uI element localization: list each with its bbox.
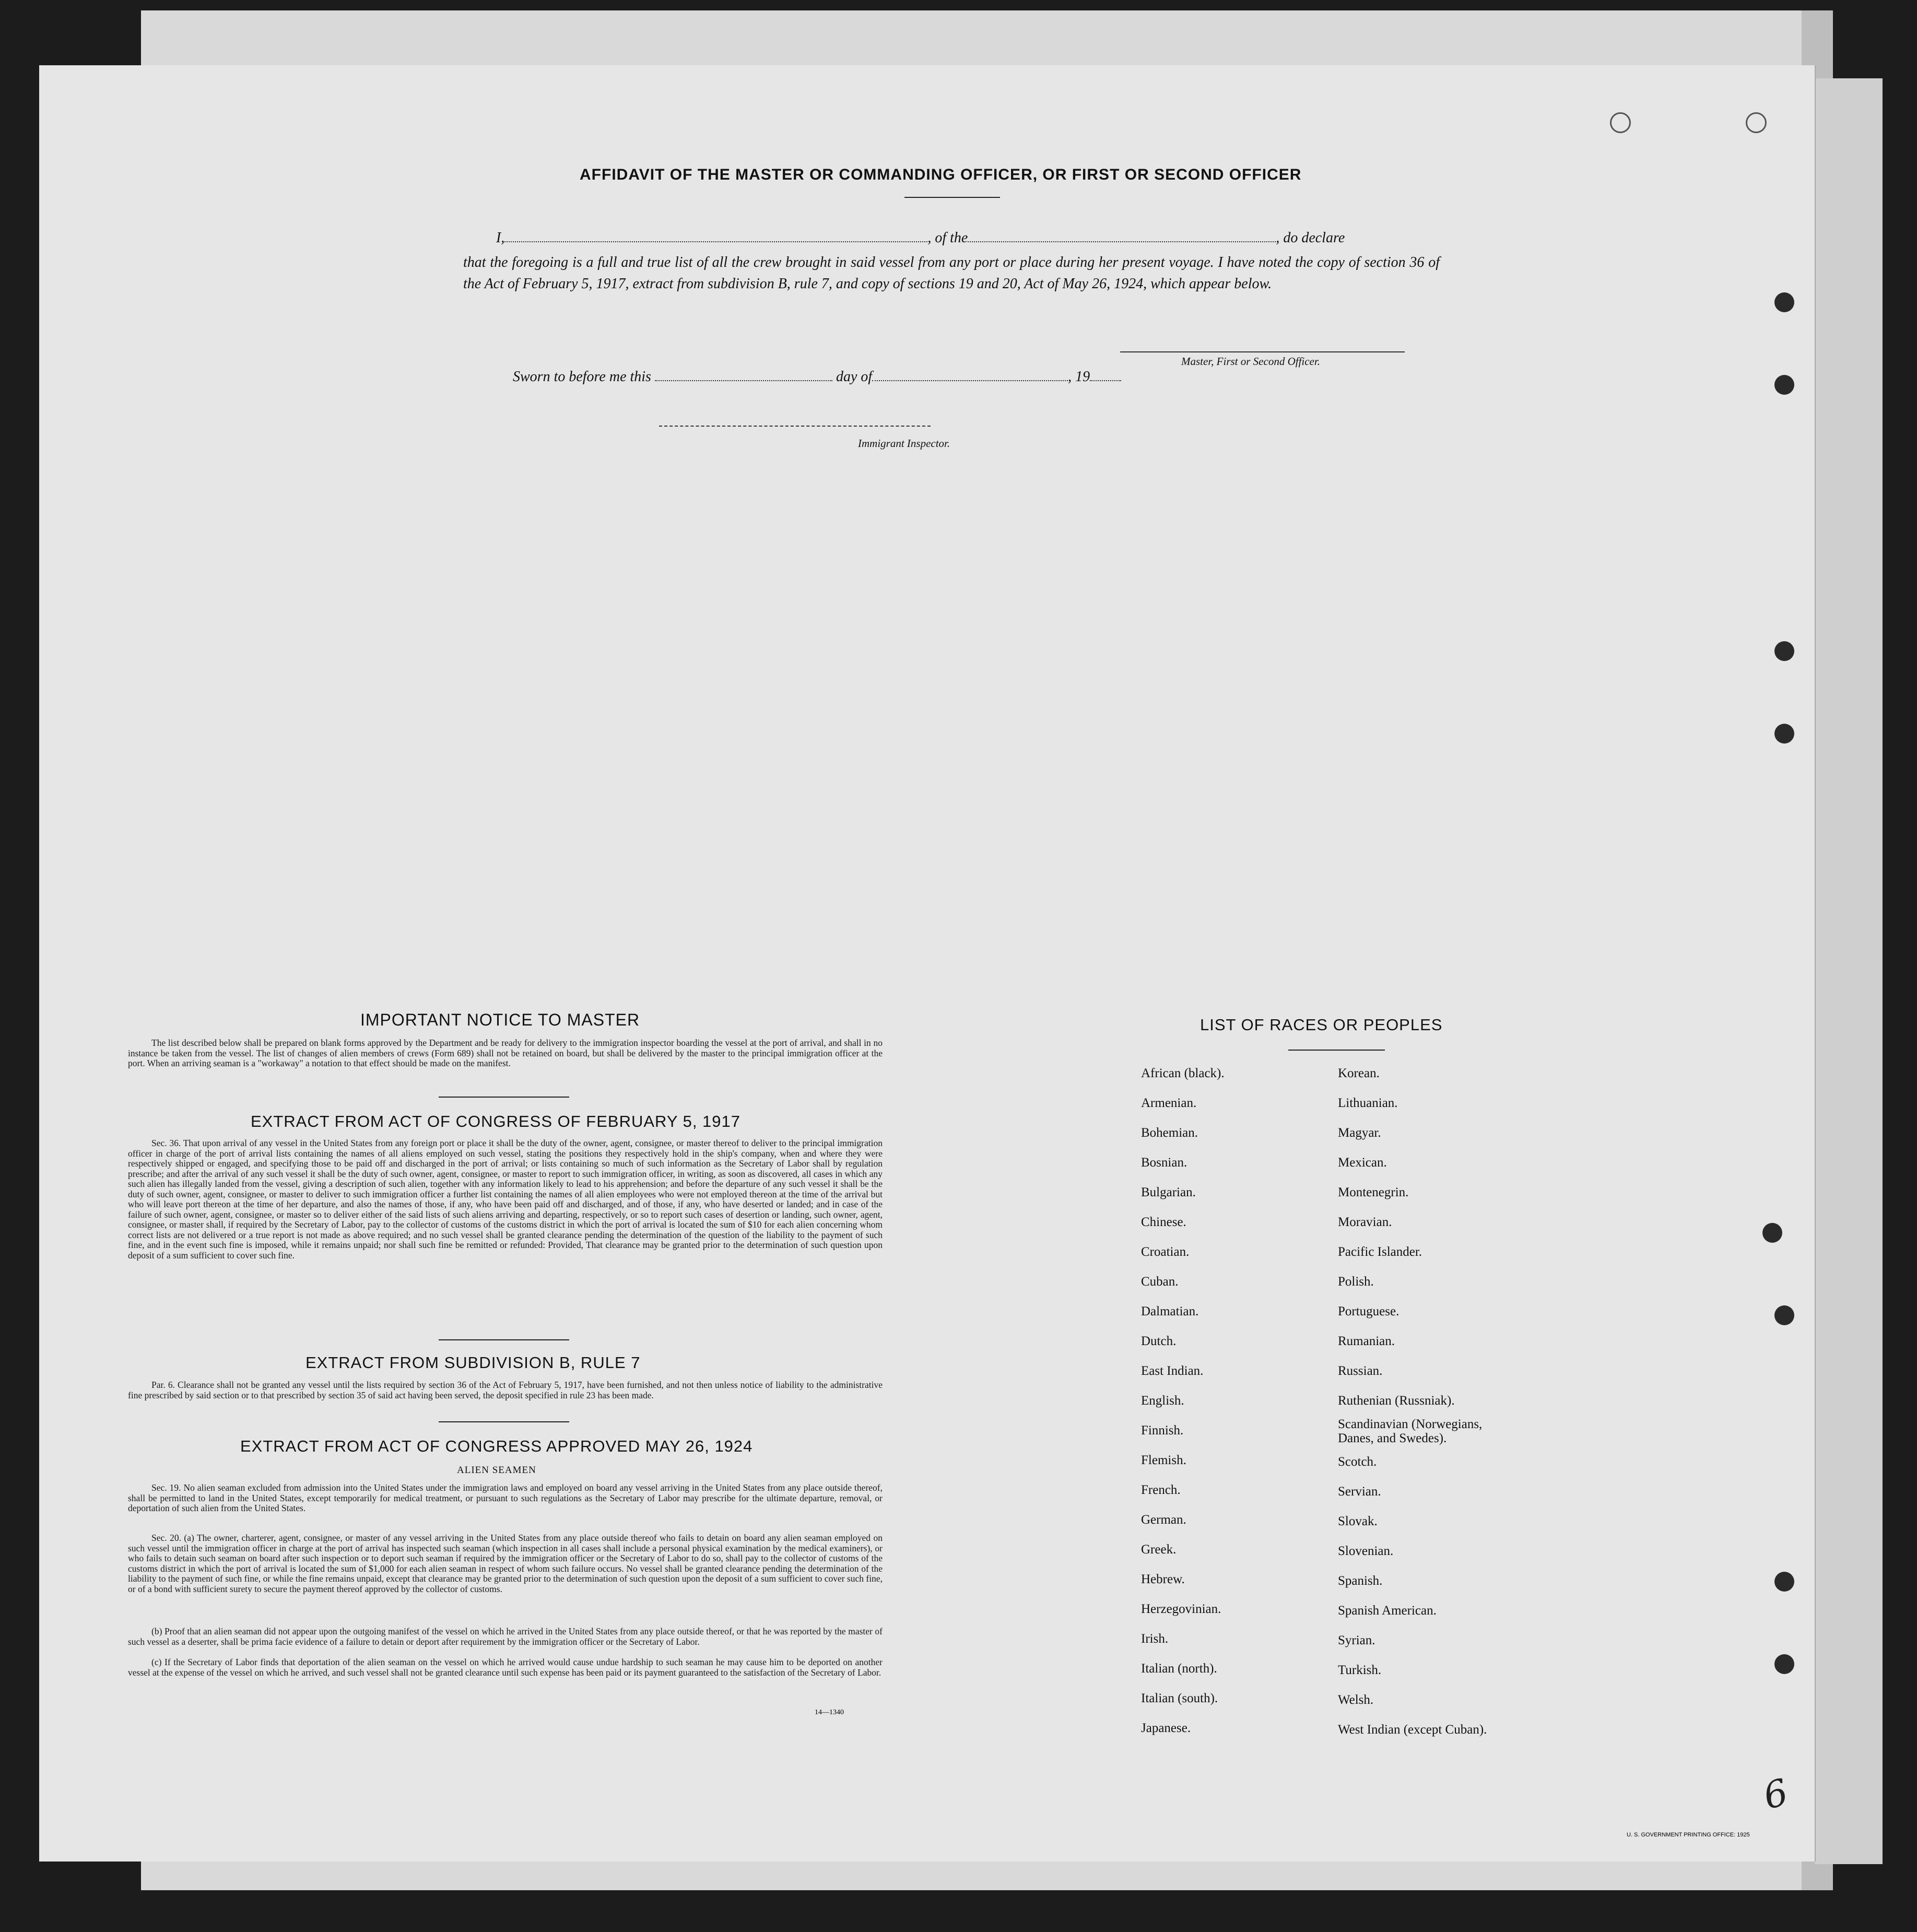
race-item: Slovenian. [1338, 1544, 1394, 1558]
extract-1924-sec20a: Sec. 20. (a) The owner, charterer, agent, consignee, or master of any vessel arriving in the United States from any place outside thereof who fails to detain on board any alien seaman employed on such vessel until the immigration officer in charge at the port of arrival has inspected such seaman (which inspection in all cases shall include a personal physical examination by the medical examiners), or who fails to detain such seaman on board after such inspection or to deport such seaman if required by the immigration officer or the Secretary of Labor to do so, shall pay to the collector of customs of the customs district in which the port of arrival is located the sum of $1,000 for each alien seaman in respect of whom such failure occurs. No vessel shall be granted clearance pending the determination of the liability to the payment of such fine, or while the fine remains unpaid, except that clearance may be granted prior to the determination of such question upon the deposit of a sum sufficient to cover such fine, or of a bond with sufficient surety to secure the payment thereof approved by the collector of customs. [128, 1533, 883, 1594]
month-blank [872, 380, 1068, 381]
race-item: West Indian (except Cuban). [1338, 1723, 1487, 1737]
race-item: Syrian. [1338, 1633, 1375, 1647]
race-item: Hebrew. [1141, 1572, 1185, 1586]
binder-hole [1774, 292, 1794, 312]
race-item: French. [1141, 1483, 1181, 1497]
race-item: Bosnian. [1141, 1156, 1187, 1170]
alien-seamen-subtitle: ALIEN SEAMEN [457, 1465, 536, 1476]
race-item: Chinese. [1141, 1215, 1186, 1229]
race-item: Pacific Islander. [1338, 1245, 1422, 1259]
race-item: Turkish. [1338, 1663, 1382, 1677]
race-item: Bohemian. [1141, 1126, 1198, 1140]
day-of-label: day of [836, 369, 873, 385]
race-item: Dutch. [1141, 1334, 1177, 1348]
race-item: Ruthenian (Russniak). [1338, 1394, 1455, 1408]
binder-hole [1774, 641, 1794, 661]
race-item: Dalmatian. [1141, 1304, 1199, 1318]
extract-1924-title: EXTRACT FROM ACT OF CONGRESS APPROVED MAY 26, 1924 [240, 1437, 753, 1455]
race-item: Moravian. [1338, 1215, 1392, 1229]
affidavit-line-1 [496, 230, 1345, 246]
year-blank [1090, 380, 1121, 381]
race-item: Russian. [1338, 1364, 1383, 1378]
binder-hole [1774, 1572, 1794, 1592]
affidavit-body: that the foregoing is a full and true list of all the crew brought in said vessel from any port or place during her present voyage. I have noted the copy of section 36 of the Act of February 5, 1917, extract from subdivision B, rule 7, and copy of sections 19 and 20, Act of May 26, 1924, which appear below. [463, 254, 1440, 292]
race-item: Polish. [1338, 1275, 1374, 1289]
race-item: Irish. [1141, 1632, 1169, 1646]
extract-1924-sec20b: (b) Proof that an alien seaman did not appear upon the outgoing manifest of the vessel on which he arrived in the United States from any place outside thereof, or that he was reported by the master of such vessel as a deserter, shall be prima facie evidence of a failure to detain or deport after requirement by the immigration officer or the Secretary of Labor. [128, 1626, 883, 1647]
day-blank [655, 380, 832, 381]
extract-rule7-text: Par. 6. Clearance shall not be granted any vessel until the lists required by section 36 of the Act of February 5, 1917, have been furnished, and not then unless notice of liability to the administrative fine prescribed by said section or to that prescribed by section 35 of said act having been served, the deposit specified in rule 23 has been made. [128, 1380, 883, 1400]
race-item: Servian. [1338, 1485, 1381, 1499]
binder-hole [1774, 1654, 1794, 1674]
title-rule [904, 197, 1000, 198]
form-number: 14—1340 [815, 1709, 844, 1716]
race-item: Herzegovinian. [1141, 1602, 1221, 1616]
i-label: I, [496, 230, 505, 246]
affidavit-title: AFFIDAVIT OF THE MASTER OR COMMANDING OFFICER, OR FIRST OR SECOND OFFICER [580, 166, 1302, 183]
sworn-line [513, 369, 1121, 385]
inspector-signature-line [659, 426, 931, 427]
races-column-1 [1141, 1058, 1225, 1743]
race-item: Japanese. [1141, 1721, 1191, 1735]
race-item: Portuguese. [1338, 1304, 1399, 1318]
race-item: Mexican. [1338, 1156, 1387, 1170]
declare-label: , do declare [1276, 230, 1345, 246]
of-the-label: , of the [927, 230, 968, 246]
binder-hole [1774, 375, 1794, 395]
race-item: Cuban. [1141, 1275, 1179, 1289]
race-item: Spanish. [1338, 1574, 1383, 1588]
race-item: Montenegrin. [1338, 1185, 1409, 1199]
race-item: Croatian. [1141, 1245, 1190, 1259]
notice-text: The list described below shall be prepared on blank forms approved by the Department and be ready for delivery to the immigration inspector boarding the vessel at the port of arrival, and shall in no instance be taken from the vessel. The list of changes of alien members of crews (Form 689) shall not be retained on board, but shall be delivered by the master to the principal immigration officer at the port. When an arriving seaman is a "workaway" a notation to that effect should be made on the manifest. [128, 1038, 883, 1068]
race-item: Italian (north). [1141, 1662, 1217, 1676]
race-item: Scandinavian (Norwegians, Danes, and Swedes). [1338, 1417, 1483, 1445]
race-item: Bulgarian. [1141, 1185, 1196, 1199]
master-label: Master, First or Second Officer. [1181, 355, 1320, 368]
race-item: Greek. [1141, 1542, 1177, 1557]
extract-1917-text: Sec. 36. That upon arrival of any vessel in the United States from any foreign port or place it shall be the duty of the owner, agent, consignee, or master thereof to deliver to the principal immigration officer in charge of the port of arrival lists containing the names of all aliens employed on such vessel, stating the positions they respectively hold in the ship's company, when and where they were respectively shipped or engaged, and specifying those to be paid off and discharged in the port of arrival; or lists containing so much of such information as the Secretary of Labor shall by regulation prescribe; and after the arrival of any such vessel it shall be the duty of such owner, agent, consignee, or master to report to such immigration officer, in writing, as soon as discovered, all cases in which any such alien has illegally landed from the vessel, giving a description of such alien, together with any information likely to lead to his apprehension; and before the departure of any such vessel it shall be the duty of such owner, agent, consignee, or master to deliver to such immigration officer a further list containing the names of all alien employees who were not employed thereon at the time of the arrival but who will leave port thereon at the time of her departure, and also the names of those, if any, who have been paid off and discharged, and of those, if any, who have deserted or landed; and in case of the failure of such owner, agent, consignee, or master so to deliver either of the said lists of such aliens arriving and departing, respectively, or so to report such cases of desertion or landing, such owner, agent, consignee, or master shall, if required by the Secretary of Labor, pay to the collector of customs of the customs district in which the port of arrival is located the sum of $10 for each alien concerning whom correct lists are not delivered or a true report is not made as above required; and no such vessel shall be granted clearance pending the determination of the question of the liability to the payment of such fine, and in the event such fine is imposed, while it remains unpaid; nor shall such fine be remitted or refunded: Provided, That clearance may be granted prior to the determination of such question upon deposit of a sum sufficient to cover such fine. [128, 1138, 883, 1260]
printer-imprint: U. S. GOVERNMENT PRINTING OFFICE: 1925 [1627, 1832, 1750, 1838]
binder-hole [1762, 1223, 1782, 1243]
year-label: , 19 [1068, 369, 1090, 385]
vessel-blank [968, 241, 1276, 242]
races-title-rule [1288, 1050, 1385, 1051]
race-item: Finnish. [1141, 1423, 1184, 1438]
race-item: Lithuanian. [1338, 1096, 1398, 1110]
race-item: Rumanian. [1338, 1334, 1395, 1348]
race-item: English. [1141, 1394, 1184, 1408]
extract-1924-sec19: Sec. 19. No alien seaman excluded from admission into the United States under the immigration laws and employed on board any vessel arriving in the United States from any place outside thereof, shall be permitted to land in the United States, except temporarily for medical treatment, or pursuant to such regulations as the Secretary of Labor may prescribe for the ultimate departure, removal, or deportation of such alien from the United States. [128, 1482, 883, 1513]
race-item: African (black). [1141, 1066, 1225, 1080]
race-item: Magyar. [1338, 1126, 1381, 1140]
underlying-sheet-edge [1815, 78, 1883, 1864]
binder-hole [1774, 724, 1794, 744]
extract-rule7-title: EXTRACT FROM SUBDIVISION B, RULE 7 [305, 1353, 641, 1372]
binder-hole [1774, 1305, 1794, 1325]
race-item: Spanish American. [1338, 1604, 1437, 1618]
divider [439, 1097, 569, 1098]
race-item: East Indian. [1141, 1364, 1204, 1378]
extract-1917-title: EXTRACT FROM ACT OF CONGRESS OF FEBRUARY 5, 1917 [251, 1112, 741, 1130]
divider [439, 1421, 569, 1422]
race-item: Scotch. [1338, 1455, 1377, 1469]
race-item: Italian (south). [1141, 1691, 1218, 1705]
inspector-label: Immigrant Inspector. [858, 437, 950, 450]
race-item: Armenian. [1141, 1096, 1197, 1110]
extract-1924-sec20c: (c) If the Secretary of Labor finds that deportation of the alien seaman on the vessel on which he arrived would cause undue hardship to such seaman he may cause him to be deported on another vessel at the expense of the vessel on which he arrived, and such vessel shall not be granted clearance until such expense has been paid or its payment guaranteed to the satisfaction of the Secretary of Labor. [128, 1657, 883, 1678]
sworn-prefix: Sworn to before me this [513, 369, 651, 385]
race-item: Korean. [1338, 1066, 1380, 1080]
name-blank [504, 241, 927, 242]
notice-title: IMPORTANT NOTICE TO MASTER [360, 1010, 640, 1029]
punch-ring [1610, 112, 1631, 133]
race-item: German. [1141, 1513, 1186, 1527]
races-column-2 [1338, 1058, 1515, 1745]
handwritten-page-number: 6 [1759, 1770, 1793, 1818]
race-item: Slovak. [1338, 1514, 1378, 1528]
race-item: Flemish. [1141, 1453, 1186, 1467]
races-title: LIST OF RACES OR PEOPLES [1200, 1016, 1443, 1034]
master-signature-line [1120, 351, 1405, 352]
punch-ring [1746, 112, 1767, 133]
race-item: Welsh. [1338, 1693, 1374, 1707]
divider [439, 1339, 569, 1340]
